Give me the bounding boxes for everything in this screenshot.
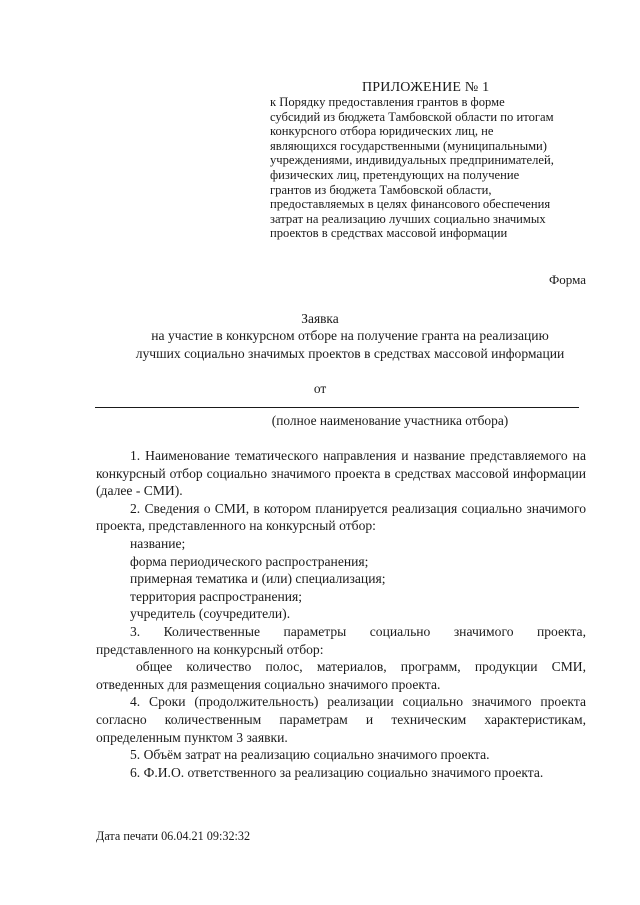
- item-2-sub: примерная тематика и (или) специализация;: [130, 571, 386, 587]
- appendix-line: физических лиц, претендующих на получение: [270, 167, 520, 182]
- appendix-line: учреждениями, индивидуальных предпринимателей,: [270, 153, 554, 168]
- item-2-sub: название;: [130, 535, 186, 551]
- document-subtitle: [60, 327, 640, 363]
- item-3: 3. Количественные параметры социально значимого проекта, представленного на конкурсный отбор:: [96, 623, 586, 657]
- appendix-line: к Порядку предоставления грантов в форме: [270, 95, 505, 109]
- subtitle-line: лучших социально значимых проектов в средствах массовой информации: [135, 346, 565, 361]
- appendix-line: проектов в средствах массовой информации: [270, 226, 508, 241]
- item-2-sub: учредитель (соучредители).: [130, 606, 291, 622]
- appendix-line: являющихся государственными (муниципальными): [270, 138, 547, 153]
- appendix-description: [270, 95, 586, 241]
- appendix-line: затрат на реализацию лучших социально значимых: [270, 211, 546, 226]
- subtitle-line: на участие в конкурсном отборе на получение гранта на реализацию: [151, 328, 549, 343]
- participant-name-line: [95, 407, 579, 408]
- form-label: Форма: [549, 272, 586, 287]
- appendix-line: грантов из бюджета Тамбовской области,: [270, 182, 492, 197]
- item-2: 2. Сведения о СМИ, в котором планируется реализация социально значимого проекта, представленного на конкурсный отбор:: [96, 500, 586, 534]
- from-label: от: [313, 381, 327, 396]
- item-6: 6. Ф.И.О. ответственного за реализацию социально значимого проекта.: [130, 764, 544, 780]
- item-5: 5. Объём затрат на реализацию социально значимого проекта.: [130, 747, 490, 763]
- appendix-line: предоставляемых в целях финансового обеспечения: [270, 197, 551, 212]
- document-title: Заявка: [301, 311, 339, 326]
- item-2-sub: форма периодического распространения;: [130, 553, 369, 569]
- participant-caption: (полное наименование участника отбора): [271, 413, 509, 428]
- appendix-line: субсидий из бюджета Тамбовской области по итогам: [270, 109, 554, 124]
- print-date: Дата печати 06.04.21 09:32:32: [96, 829, 251, 843]
- item-1: 1. Наименование тематического направления и название представляемого на конкурсный отбор социально значимого проекта в средствах массовой информации (далее - СМИ).: [96, 448, 586, 499]
- appendix-title: ПРИЛОЖЕНИЕ № 1: [362, 80, 490, 95]
- item-3-sub: общее количество полос, материалов, программ, продукции СМИ, отведенных для размещения социально значимого проекта.: [96, 659, 586, 692]
- item-4: 4. Сроки (продолжительность) реализации социально значимого проекта согласно количественным параметрам и техническим характеристикам, определенным пунктом 3 заявки.: [96, 694, 586, 745]
- application-items: [96, 447, 586, 781]
- appendix-line: конкурсного отбора юридических лиц, не: [270, 124, 494, 139]
- item-2-sub: территория распространения;: [130, 588, 303, 604]
